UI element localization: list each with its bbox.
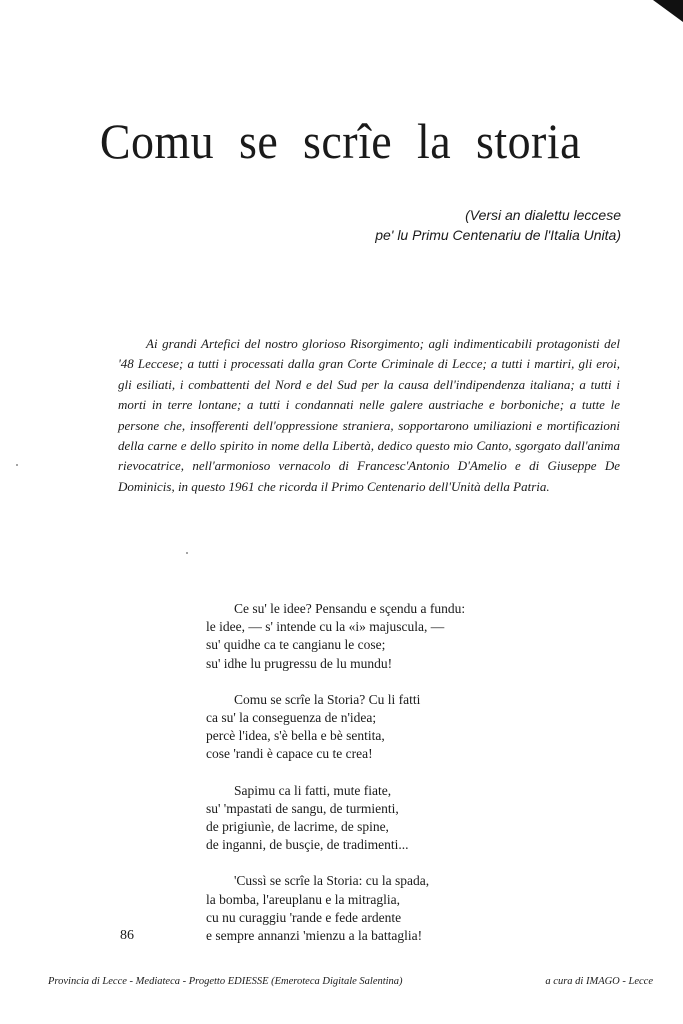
poem-line: cose 'randi è capace cu te crea! (206, 746, 373, 762)
scan-corner-mark (653, 0, 683, 22)
poem-stanza (206, 691, 566, 764)
poem-line: su' quidhe ca te cangianu le cose; (206, 637, 386, 653)
poem (206, 600, 566, 963)
poem-line: percè l'idea, s'è bella e bè sentita, (206, 728, 385, 744)
poem-line: la bomba, l'areuplanu e la mitraglia, (206, 891, 400, 907)
page-title: Comu se scrîe la storia (99, 113, 581, 169)
poem-line: le idee, — s' intende cu la «i» majuscula, — (206, 619, 445, 635)
page-number: 86 (120, 928, 134, 943)
subtitle-line: pe' lu Primu Centenariu de l'Italia Unita) (375, 227, 621, 243)
subtitle (221, 205, 621, 245)
scan-speck (186, 552, 188, 554)
footer-source: Provincia di Lecce - Mediateca - Progetto EDIESSE (Emeroteca Digitale Salentina) (48, 976, 403, 987)
footer-credit: a cura di IMAGO - Lecce (545, 976, 653, 987)
dedication-paragraph: Ai grandi Artefici del nostro glorioso Risorgimento; agli indimenticabili protagonisti del '48 Leccese; a tutti i processati dalla gran Corte Criminale di Lecce; a tutti i martiri, gli eroi, gli esiliati, i combattenti del Nord e del Sud per la causa dell'indipendenza italiana; a tutti i morti in terre lontane; a tutti i condannati nelle galere austriache e borboniche; a tutte le persone che, insofferenti dell'oppressione straniera, sopportarono umiliazioni e mortificazioni della carne e dello spirito in nome della Libertà, dedico questo mio Canto, sgorgato dall'anima rievocatrice, nell'armonioso vernacolo di Francesc'Antonio D'Amelio e di Giuseppe De Dominicis, in questo 1961 che ricorda il Primo Centenario dell'Unità della Patria. (118, 336, 620, 494)
poem-line: e sempre annanzi 'mienzu a la battaglia! (206, 928, 423, 944)
poem-stanza (206, 782, 566, 855)
poem-line: 'Cussì se scrîe la Storia: cu la spada, (234, 873, 430, 889)
poem-line: cu nu curaggiu 'rande e fede ardente (206, 909, 402, 925)
scan-speck (16, 464, 18, 466)
poem-line: ca su' la conseguenza de n'idea; (206, 710, 377, 726)
poem-line: de prigiunìe, de lacrime, de spine, (206, 819, 389, 835)
poem-stanza (206, 600, 566, 673)
poem-line: su' 'mpastati de sangu, de turmienti, (206, 800, 399, 816)
poem-line: Sapimu ca li fatti, mute fiate, (234, 782, 392, 798)
poem-line: Ce su' le idee? Pensandu e sçendu a fundu: (234, 601, 466, 616)
poem-line: de inganni, de busçie, de tradimenti... (206, 837, 409, 853)
poem-line: su' idhe lu prugressu de lu mundu! (206, 655, 393, 671)
poem-stanza (206, 872, 566, 945)
poem-line: Comu se scrîe la Storia? Cu li fatti (234, 691, 421, 707)
subtitle-line: (Versi an dialettu leccese (465, 207, 621, 223)
